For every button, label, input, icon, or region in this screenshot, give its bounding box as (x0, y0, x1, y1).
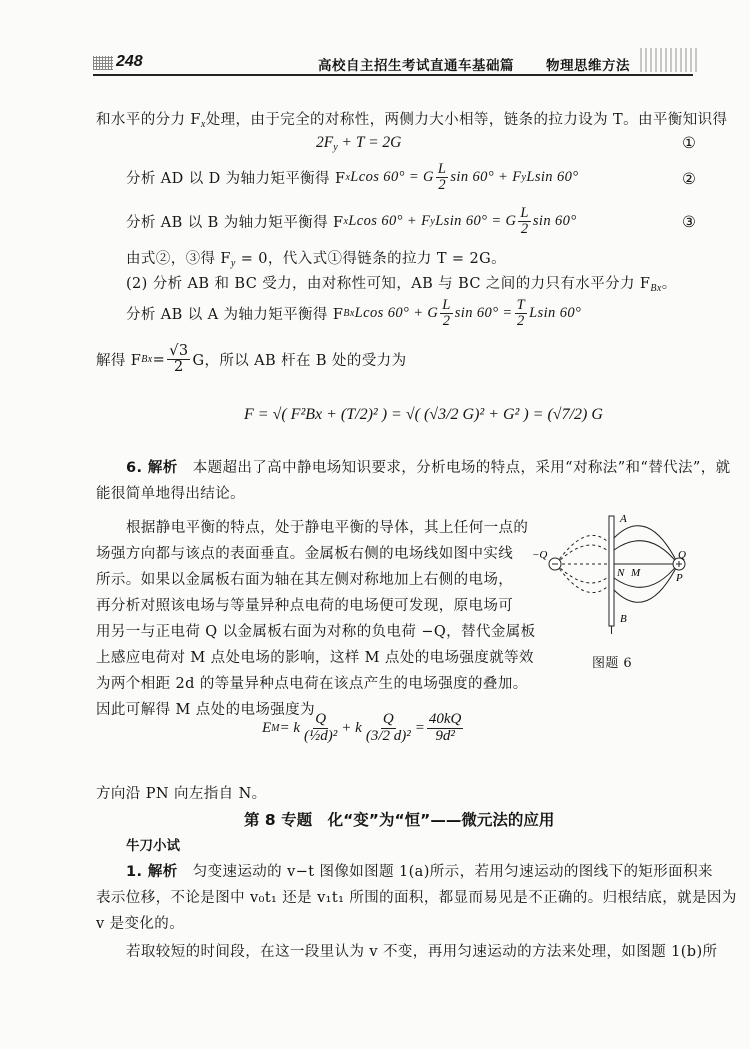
fig-label-p: P (676, 572, 683, 584)
equation-1: $2F_y + T = 2G$ (316, 134, 402, 153)
fig-label-n: N (617, 567, 625, 579)
figure-6-caption: 图题 6 (592, 656, 633, 671)
text-line-1: 和水平的分力 $F_x$处理，由于完全的对称性，两侧力大小相等，链条的拉力设为 T。由平衡知识得 (96, 112, 728, 130)
equation-2: 分析 AD 以 D 为轴力矩平衡得 F x Lcos 60° = G $\frac{L}{2}$ sin 60° + F y Lsin 60° (126, 161, 579, 194)
q1-line-3: v 是变化的。 (96, 916, 185, 932)
equation-em: E M = k $\frac{Q}{\text{(½d)²}}$ + k $\frac{Q}{\text{(3/2 d)²}}$ = $\frac{40kQ}{\text{9d²}}$ (262, 711, 462, 744)
para6-line-5: 所示。如果以金属板右面为轴在其左侧对称地加上右侧的电场， (96, 572, 514, 588)
fig-label-m: M (631, 567, 641, 579)
equation-moment-ab: 分析 AB 以 A 为轴力矩平衡得 F Bx Lcos 60° + G $\frac{L}{2}$ sin 60° = $\frac{T}{2}$ Lsin 60° (126, 297, 582, 330)
header-corner-pattern (93, 56, 113, 70)
page-number: 248 (116, 53, 143, 70)
fig-label-q: Q (678, 549, 686, 561)
para6-line-6: 再分析对照该电场与等量异种点电荷的电场便可发现，原电场可 (96, 598, 514, 614)
fig-label-a: A (620, 513, 627, 525)
fig-label-neg-q: −Q (532, 549, 548, 561)
topic-heading: 第 8 专题 化“变”为“恒”——微元法的应用 (244, 811, 555, 829)
text-line-5: 由式②，③得 $F_y = 0$，代入式①得链条的拉力 T = 2G。 (126, 251, 506, 269)
header-rule (93, 74, 693, 76)
equation-2-label: ② (682, 171, 696, 188)
para6-line-1: 6. 解析 本题超出了高中静电场知识要求，分析电场的特点，采用“对称法”和“替代法”，就 (126, 460, 731, 476)
para6-line-7: 用另一与正电荷 Q 以金属板右面为对称的负电荷 −Q，替代金属板 (96, 624, 536, 640)
text-line-8: 解得 F Bx = $\frac{√3}{2}$ G，所以 AB 杆在 B 处的受力为 (96, 343, 407, 376)
equation-3: 分析 AB 以 B 为轴力矩平衡得 F x Lcos 60° + F y Lsin 60° = G $\frac{L}{2}$ sin 60° (126, 205, 577, 238)
para6-line-9: 为两个相距 2d 的等量异种点电荷在该点产生的电场强度的叠加。 (96, 676, 528, 692)
text-line-6: (2) 分析 AB 和 BC 受力，由对称性可知，AB 与 BC 之间的力只有水平分力 $F_{Bx}$。 (126, 276, 677, 294)
figure-6-electric-field (528, 508, 698, 638)
direction-text: 方向沿 PN 向左指自 N。 (96, 786, 267, 802)
q1-line-1: 1. 解析 匀变速运动的 v−t 图像如图题 1(a)所示，若用匀速运动的图线下的矩形面积来 (126, 864, 713, 880)
sub-heading: 牛刀小试 (126, 838, 180, 854)
para6-line-10: 因此可解得 M 点处的电场强度为 (96, 702, 315, 718)
equation-force-f: F = √( F²Bx + (T/2)² ) = √( (√3/2 G)² + G² ) = (√7/2) G (244, 406, 603, 423)
q1-line-4: 若取较短的时间段，在这一段里认为 v 不变，再用匀速运动的方法来处理，如图题 1(b)所 (126, 944, 718, 960)
q1-line-2: 表示位移，不论是图中 v₀t₁ 还是 v₁t₁ 所围的面积，都显而易见是不正确的。归根结底，就是因为 (96, 890, 737, 906)
equation-1-label: ① (682, 135, 696, 152)
para6-line-4: 场强方向都与该点的表面垂直。金属板右侧的电场线如图中实线 (96, 546, 514, 562)
section-title: 物理思维方法 (546, 58, 630, 74)
book-title: 高校自主招生考试直通车基础篇 (318, 58, 514, 74)
equation-3-label: ③ (682, 214, 696, 231)
para6-line-8: 上感应电荷对 M 点处电场的影响，这样 M 点处的电场强度就等效 (96, 650, 534, 666)
header-right-pattern (640, 48, 700, 72)
fig-label-b: B (620, 613, 627, 625)
para6-line-2: 能很简单地得出结论。 (96, 486, 245, 502)
para6-line-3: 根据静电平衡的特点，处于静电平衡的导体，其上任何一点的 (126, 520, 529, 536)
